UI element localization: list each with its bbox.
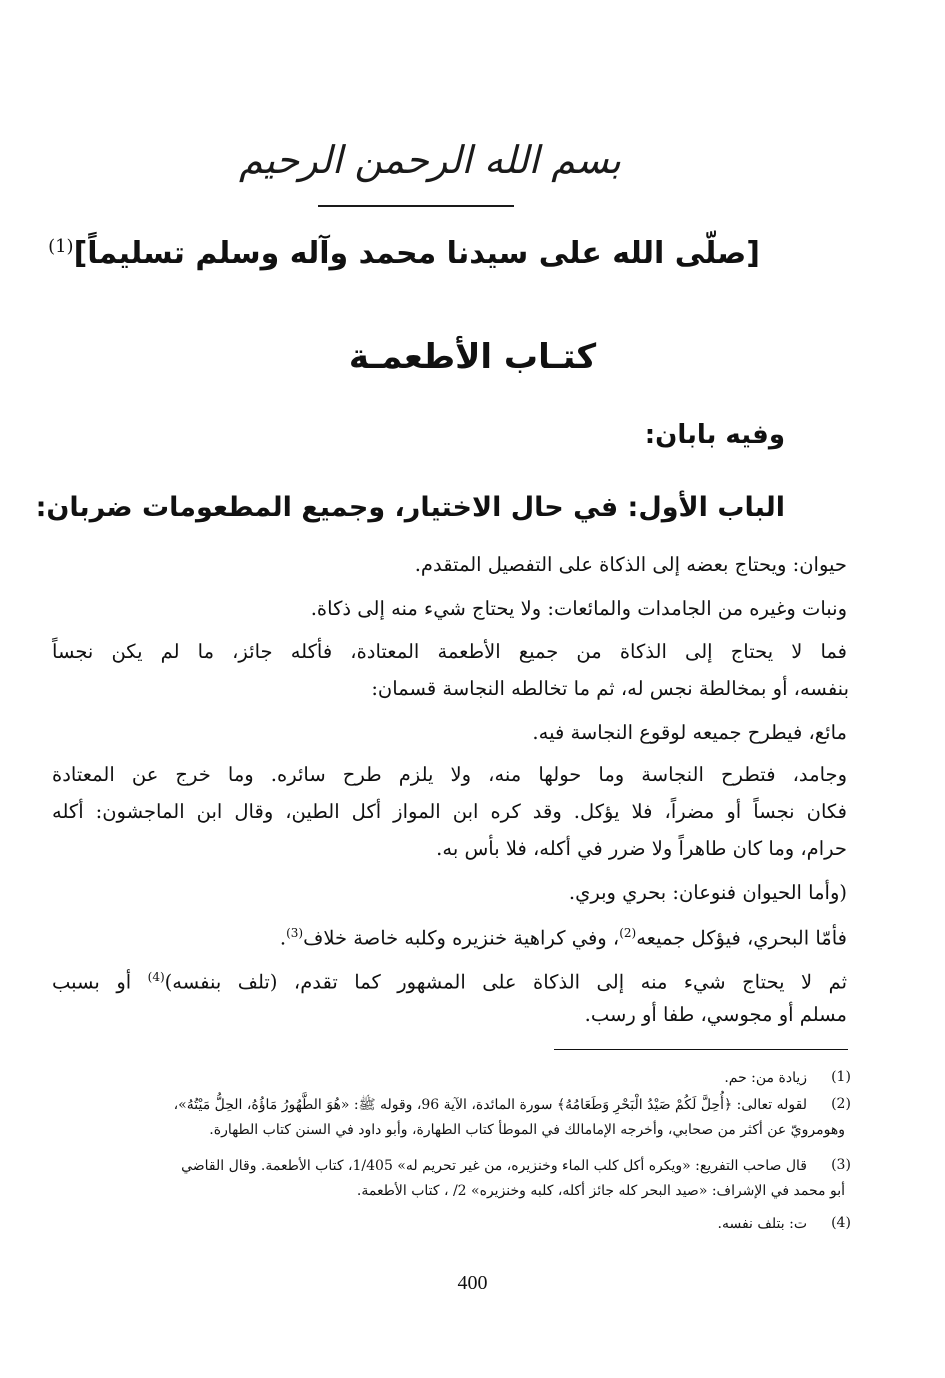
chapter-title: الباب الأول: في حال الاختيار، وجميع المطعومات ضربان: [35, 492, 785, 523]
body-line-8: حرام، وما كان طاهراً ولا ضرر في أكله، فلا بأس به. [436, 837, 847, 860]
footnote-ref-4: (4) [147, 970, 165, 984]
body-line-7: فكان نجساً أو مضراً، فلا يؤكل. وقد كره ابن المواز أكل الطين، وقال ابن الماجشون: أكله [52, 800, 847, 823]
body-line-3: فما لا يحتاج إلى الذكاة من جميع الأطعمة المعتادة، فأكله جائز، ما لم يكن نجساً [52, 640, 847, 663]
footnote-divider [554, 1049, 848, 1050]
body-line-5: مائع، فيطرح جميعه لوقوع النجاسة فيه. [532, 721, 847, 744]
footnote-1-text: زيادة من: حم. [724, 1070, 807, 1086]
footnote-2-text-line-2: وهومرويّ عن أكثر من صحابي، وأخرجه الإمامالك في الموطأ كتاب الطهارة، وأبو داود في السنن كتاب الطهارة. [209, 1122, 845, 1138]
footnote-1-number: (1) [831, 1069, 851, 1085]
footnote-4-text: ت: بتلف نفسه. [717, 1216, 807, 1232]
footnote-2-text-line-1: لقوله تعالى: ﴿أُحِلَّ لَكُمْ صَيْدُ الْبَحْرِ وَطَعَامُهُ﴾ سورة المائدة، الآية 96، وقوله ﷺ: «هُوَ الطَّهُورُ مَاؤُهُ، الحِلُّ مَيْتُهُ»، [173, 1097, 807, 1113]
body-line-11-part-b: أو بسبب [52, 970, 148, 994]
footnote-3-text-line-1: قال صاحب التفريع: «ويكره أكل كلب الماء وخنزيره، من غير تحريم له» 1/405، كتاب الأطعمة. وقال القاضي [181, 1158, 807, 1174]
body-line-12: مسلم أو مجوسي، طفا أو رسب. [584, 1003, 847, 1026]
page-number: 400 [457, 1272, 488, 1294]
book-title: كتـاب الأطعمـة [348, 337, 597, 377]
footnote-4-number: (4) [831, 1215, 851, 1231]
body-line-10-part-c: . [279, 926, 287, 950]
section-subhead: وفيه بابان: [644, 420, 785, 450]
body-line-10 [280, 918, 847, 954]
footnote-3-text-line-2: أبو محمد في الإشراف: «صيد البحر كله جائز أكله، كلبه وخنزيره» 2/ ، كتاب الأطعمة. [356, 1183, 845, 1199]
body-line-2: ونبات وغيره من الجامدات والمائعات: ولا يحتاج شيء منه إلى ذكاة. [310, 597, 847, 620]
footnote-3-number: (3) [831, 1157, 851, 1173]
footnote-ref-2: (2) [619, 926, 637, 940]
body-line-1: حيوان: ويحتاج بعضه إلى الذكاة على التفصيل المتقدم. [414, 553, 847, 576]
salawat-text: [صلّى الله على سيدنا محمد وآله وسلم تسليماً] [73, 236, 760, 271]
body-line-11-part-a: ثم لا يحتاج شيء منه إلى الذكاة على المشهور كما تقدم، (تلف بنفسه) [164, 970, 847, 994]
footnote-ref-3: (3) [286, 926, 304, 940]
body-line-4: بنفسه، أو بمخالطة نجس له، ثم ما تخالطه النجاسة قسمان: [371, 677, 849, 700]
body-line-9: (وأما الحيوان فنوعان: بحري وبري. [568, 881, 847, 904]
basmala-stroke [318, 205, 514, 207]
body-line-6: وجامد، فتطرح النجاسة وما حولها منه، ولا يلزم طرح سائره. وما خرج عن المعتادة [52, 763, 847, 786]
footnote-2-number: (2) [831, 1096, 851, 1112]
salawat-footnote-ref: (1) [48, 236, 74, 257]
body-line-10-part-b: ، وفي كراهية خنزيره وكلبه خاصة خلاف [303, 926, 620, 950]
salawat-line [48, 236, 760, 271]
basmala-calligraphy: بسم الله الرحمن الرحيم [239, 138, 621, 182]
body-line-10-part-a: فأمّا البحري، فيؤكل جميعه [636, 926, 847, 950]
body-line-11 [52, 962, 847, 998]
